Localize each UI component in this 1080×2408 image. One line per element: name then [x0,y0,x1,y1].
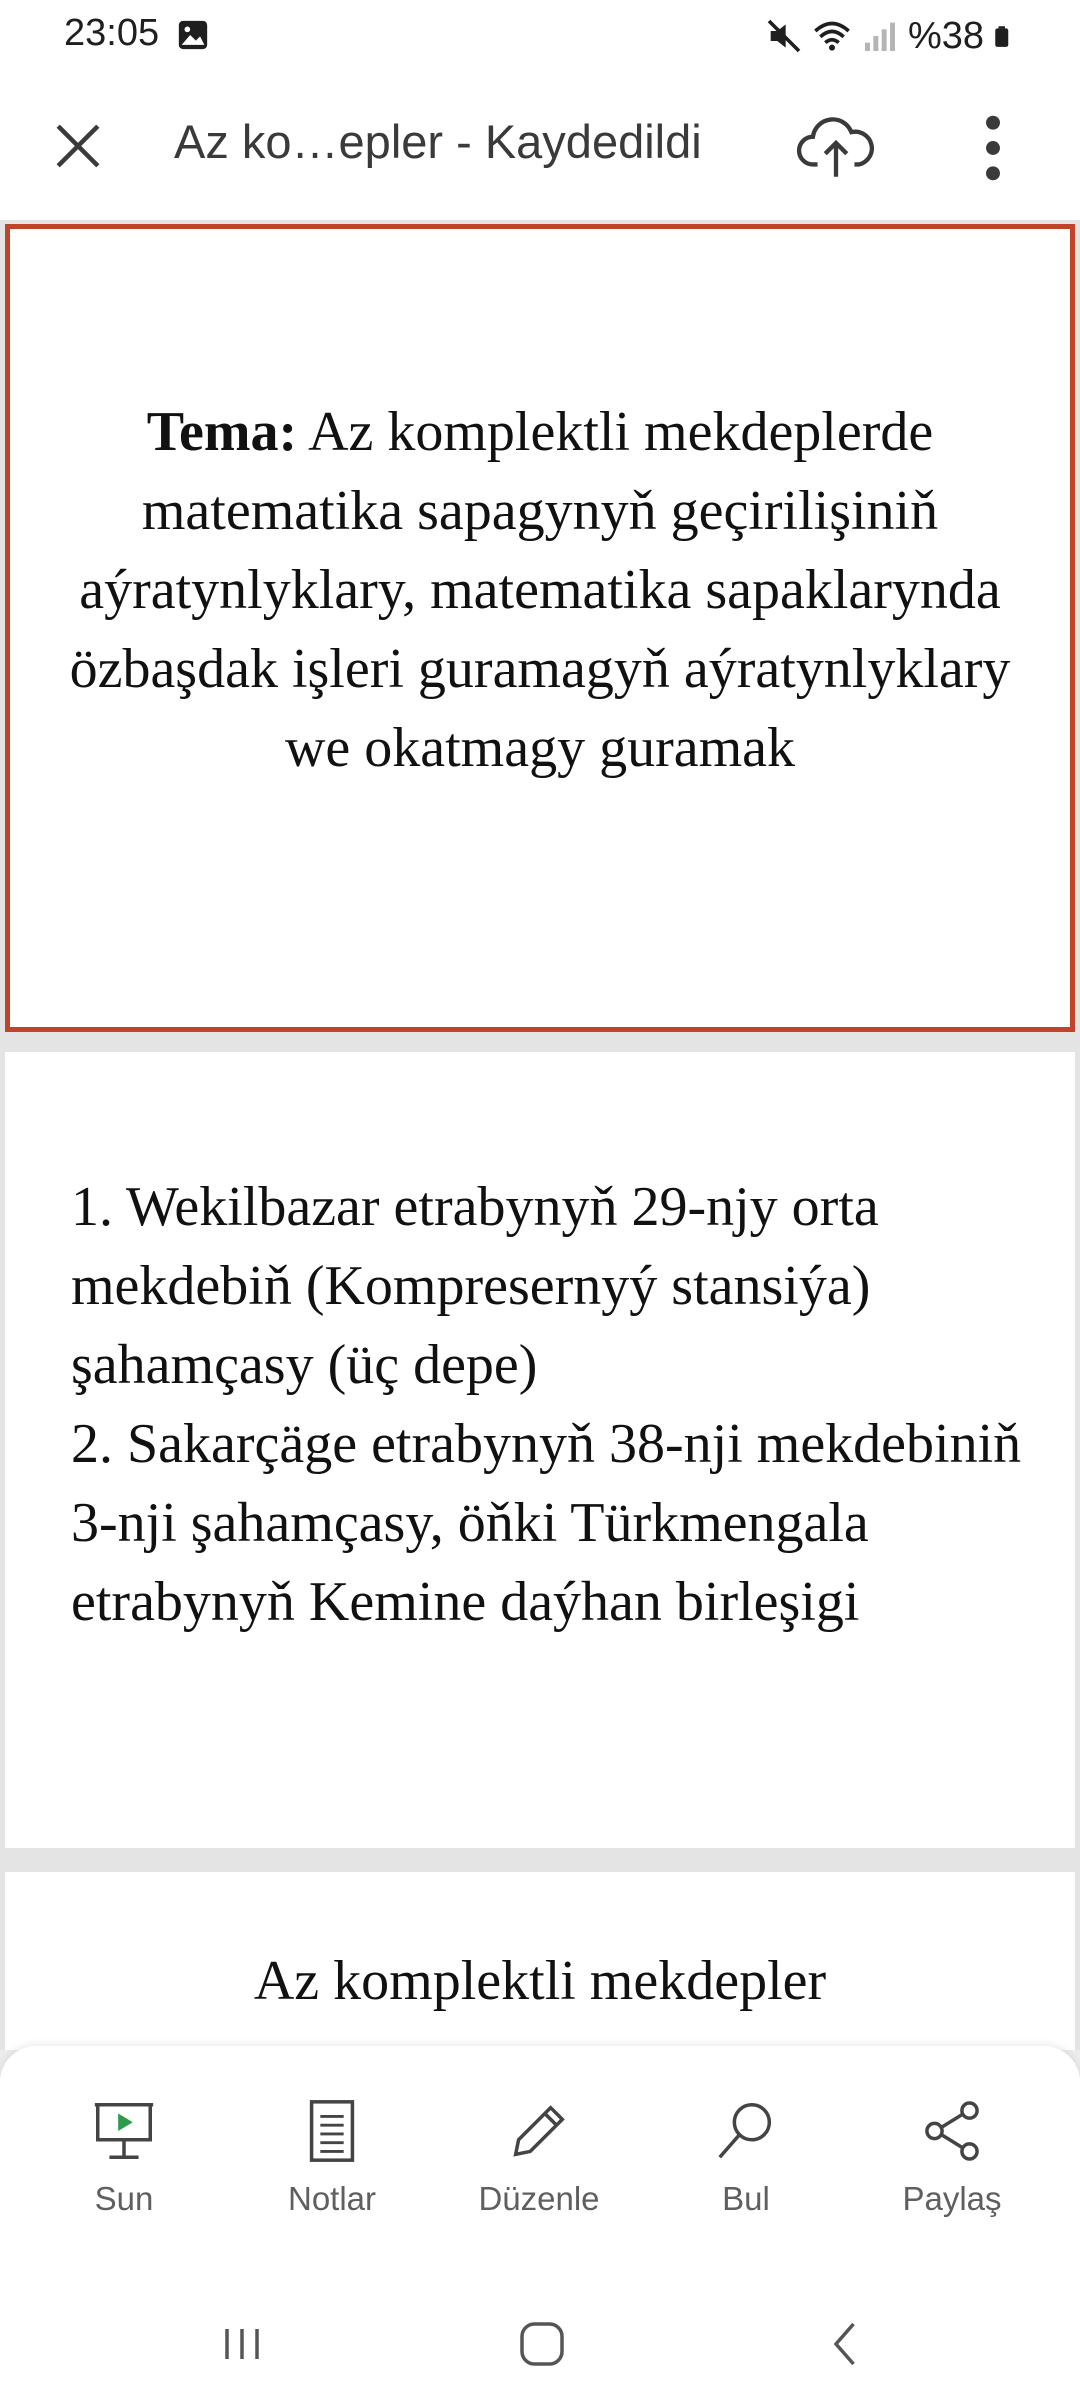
notes-icon [297,2096,367,2166]
pencil-icon [504,2096,574,2166]
battery-percent: %38 [907,14,984,57]
signal-icon [860,16,900,56]
notes-label: Notlar [287,2180,377,2217]
search-icon [711,2096,781,2166]
slide-thumbnail-3[interactable] [5,1872,1075,2050]
home-icon[interactable] [512,2314,572,2374]
back-icon[interactable] [816,2314,876,2374]
cloud-upload-icon[interactable] [796,108,876,184]
present-button[interactable] [34,2096,214,2246]
slide-1-label: Tema: [146,401,298,463]
recents-icon[interactable] [212,2314,272,2374]
close-icon[interactable] [44,112,112,180]
share-icon [917,2096,987,2166]
notes-button[interactable] [242,2096,422,2246]
edit-label: Düzenle [478,2180,600,2217]
more-vertical-icon[interactable] [968,110,1018,186]
share-button[interactable] [862,2096,1042,2246]
slide-1-body: Az komplektli mekdeplerde matematika sapagynyň geçirilişiniň aýratynlyklary, matematika sapaklarynda özbaşdak işleri guramagyň aýratynlyklary we okatmagy guramak [69,401,1011,779]
present-label: Sun [94,2180,154,2217]
slide-1-text [50,393,1030,788]
system-nav-bar [0,2276,1080,2408]
document-title[interactable]: Az ko…epler - Kaydedildi [174,115,702,168]
status-time: 23:05 [64,12,160,54]
present-icon [89,2096,159,2166]
slide-thumbnail-1[interactable] [5,224,1075,1032]
slide-list[interactable] [0,220,1080,2050]
find-button[interactable] [656,2096,836,2246]
app-bar [0,72,1080,221]
status-icons [764,12,1018,60]
bottom-toolbar [0,2046,1080,2276]
status-bar [0,0,1080,72]
share-label: Paylaş [902,2180,1002,2217]
wifi-icon [812,16,852,56]
gallery-icon [176,18,210,52]
edit-button[interactable] [449,2096,629,2246]
battery-icon [992,16,1018,56]
slide-2-body: 1. Wekilbazar etrabynyň 29-njy orta mekdebiň (Kompresernyý stansiýa) şahamçasy (üç depe) 2. Sakarçäge etrabynyň 38-nji mekdebiniň 3-nji şahamçasy, öňki Türkmengala etrabynyň Kemine daýhan birleşigi [71,1176,1022,1633]
slide-3-title: Az komplektli mekdepler [253,1950,827,2012]
find-label: Bul [722,2180,770,2217]
mute-icon [764,16,804,56]
slide-thumbnail-2[interactable] [5,1052,1075,1848]
